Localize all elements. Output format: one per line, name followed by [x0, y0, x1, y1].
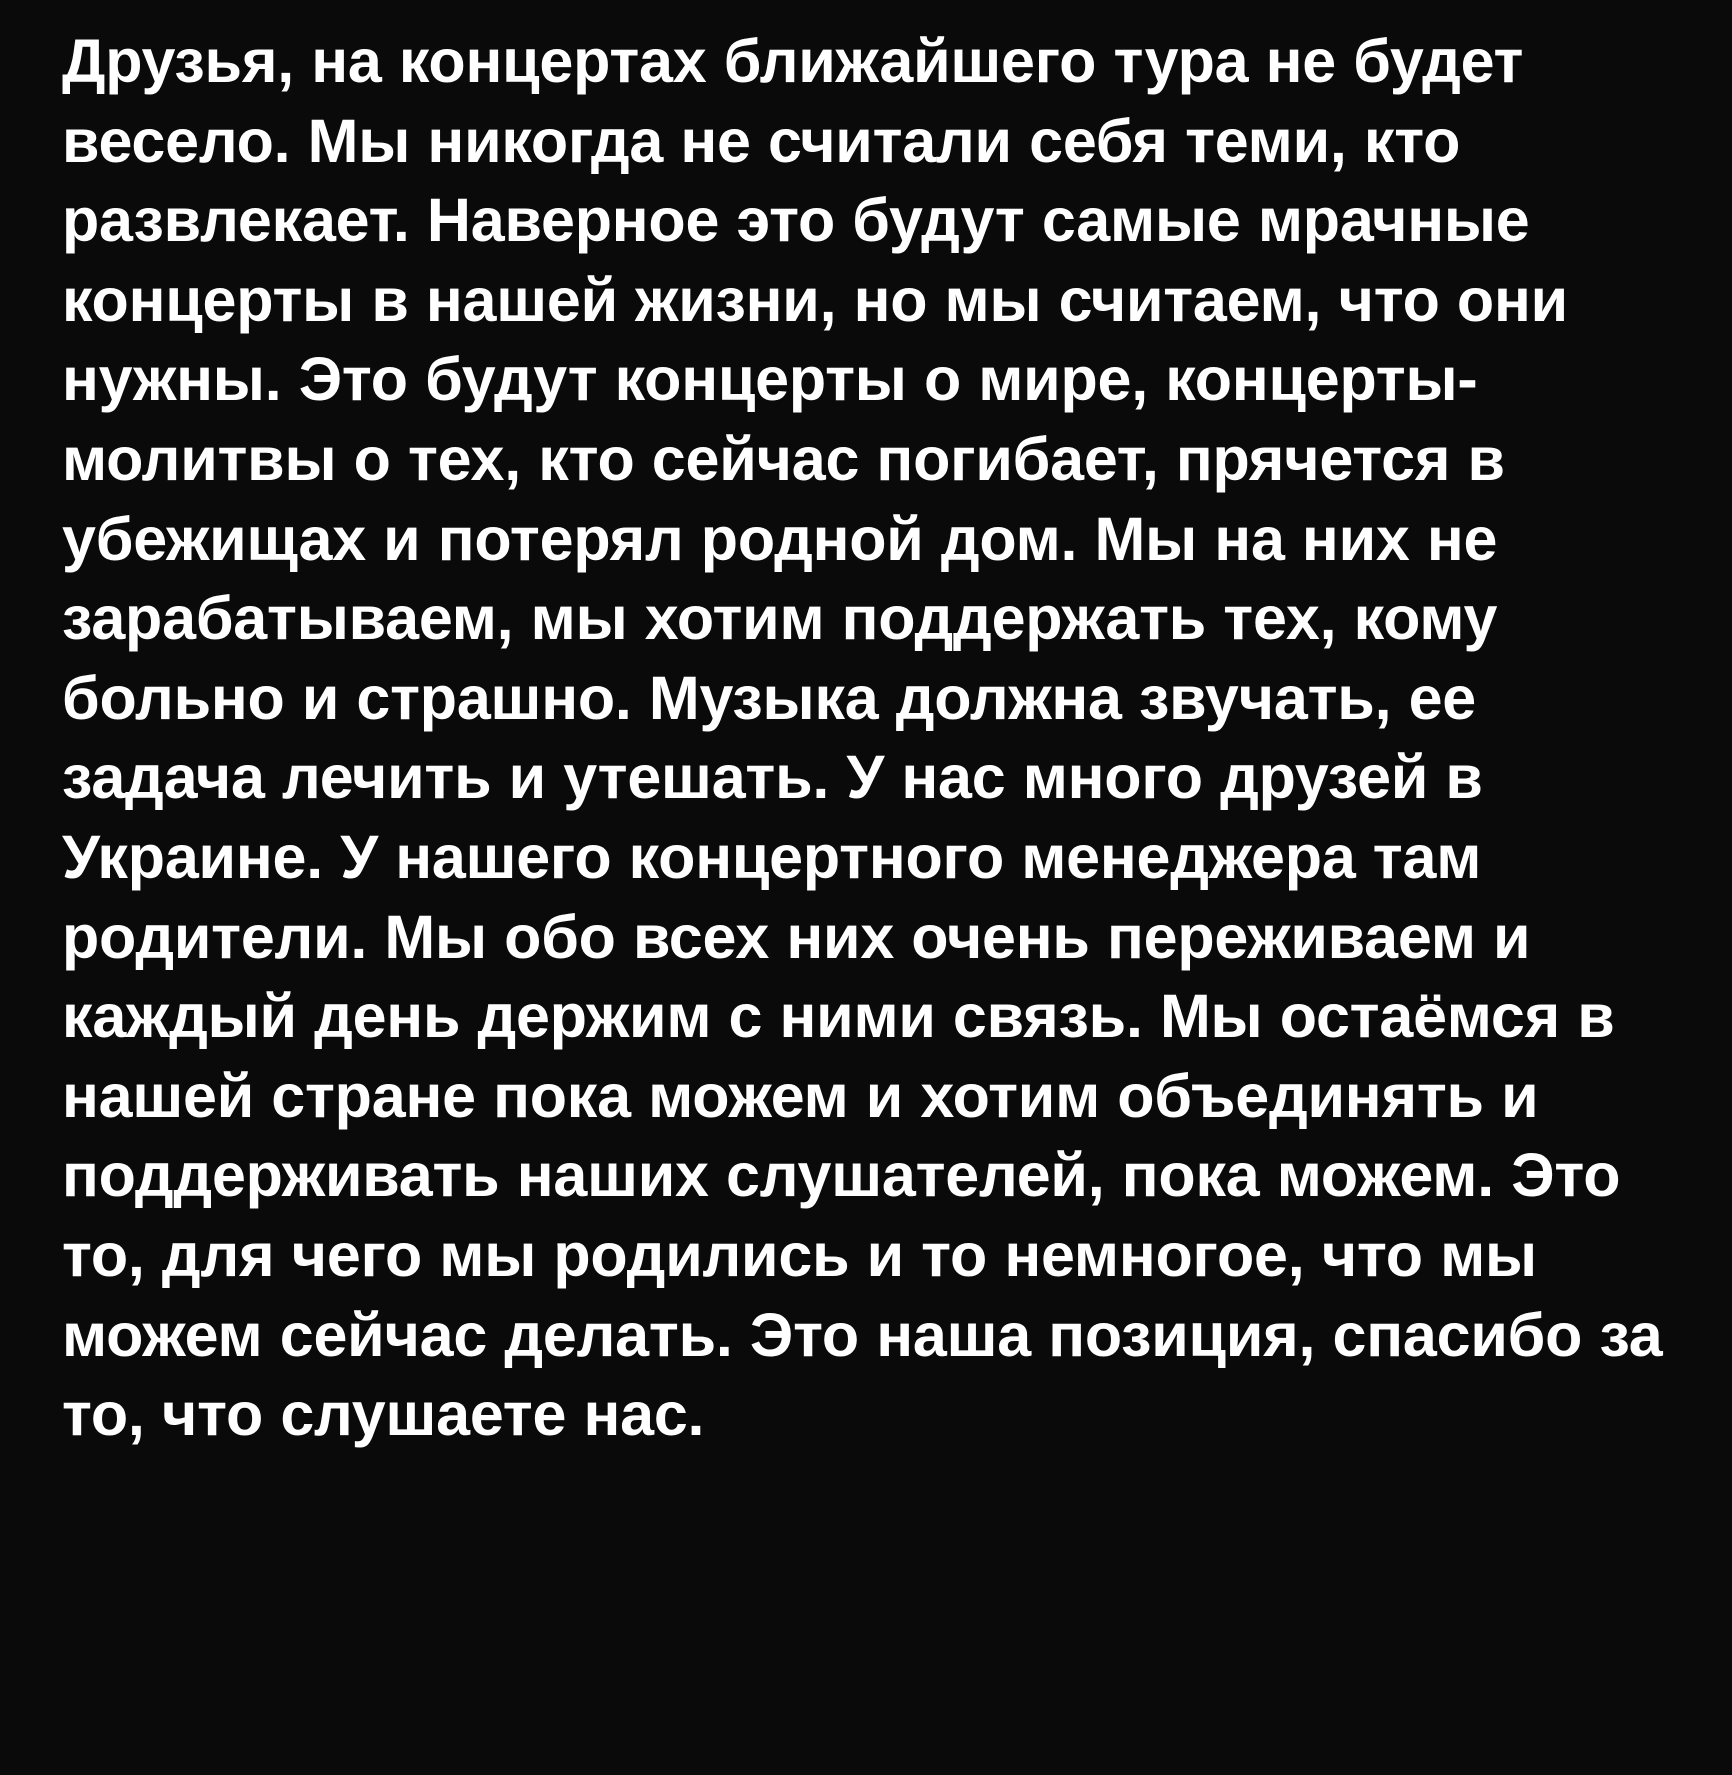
- statement-body-text: Друзья, на концертах ближайшего тура не будет весело. Мы никогда не считали себя теми, кто развлекает. Наверное это будут самые мрачные концерты в нашей жизни, но мы считаем, что они нужны. Это будут концерты о мире, концерты-молитвы о тех, кто сейчас погибает, прячется в убежищах и потерял родной дом. Мы на них не зарабатываем, мы хотим поддержать тех, кому больно и страшно. Музыка должна звучать, ее задача лечить и утешать. У нас много друзей в Украине. У нашего концертного менеджера там родители. Мы обо всех них очень переживаем и каждый день держим с ними связь. Мы остаёмся в нашей стране пока можем и хотим объединять и поддерживать наших слушателей, пока можем. Это то, для чего мы родились и то немногое, что мы можем сейчас делать. Это наша позиция, спасибо за то, что слушаете нас.: [62, 27, 1680, 1449]
